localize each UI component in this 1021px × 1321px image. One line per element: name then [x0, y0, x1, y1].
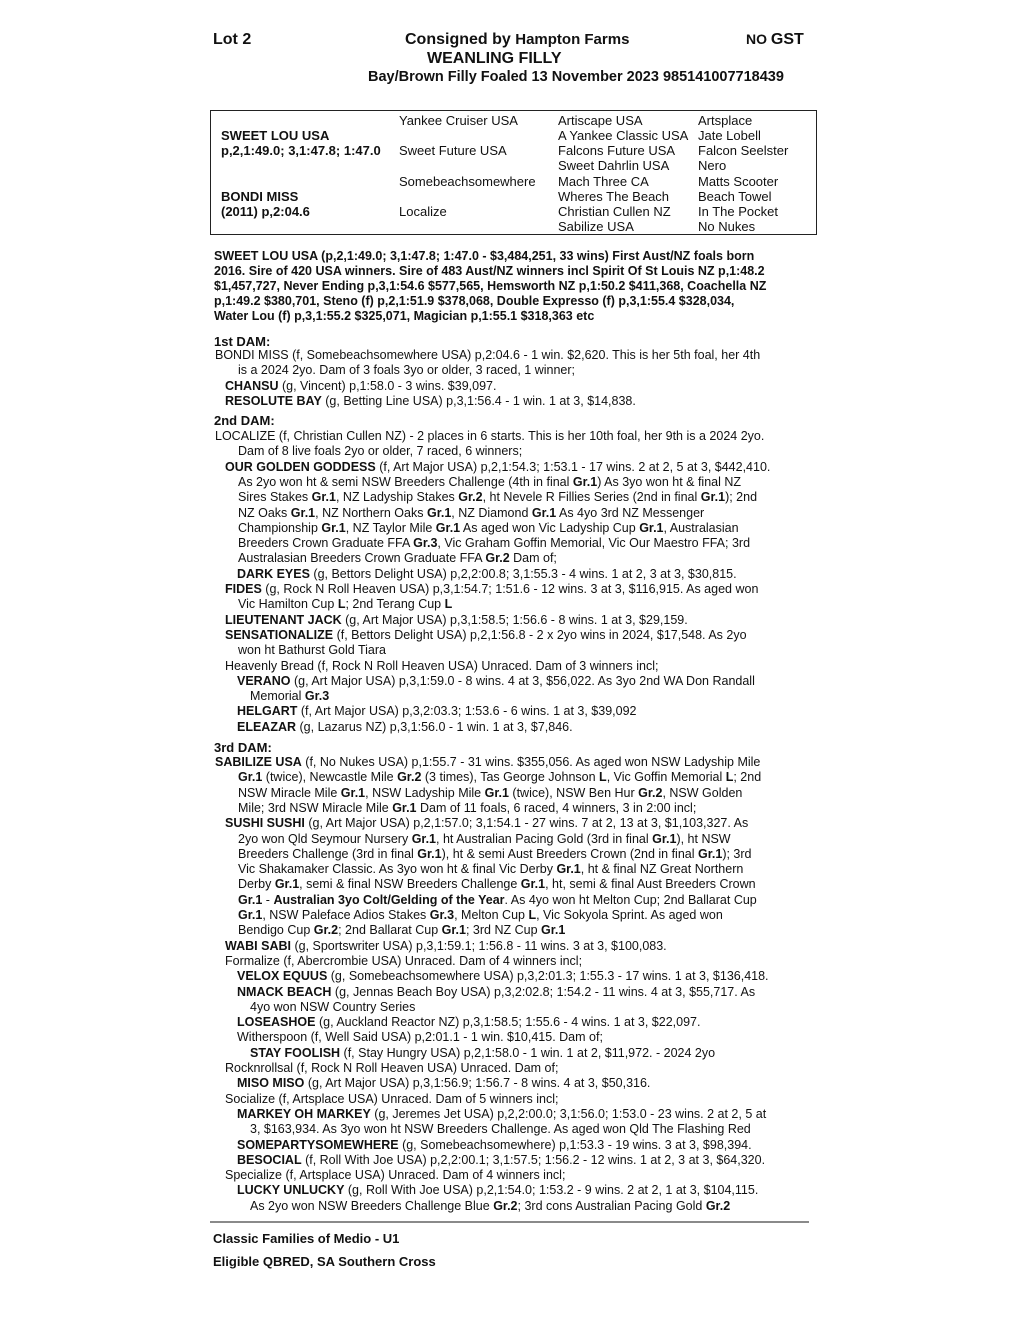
third-dam-line: MARKEY OH MARKEY (g, Jeremes Jet USA) p,2,2:00.0; 3,1:56.0; 1:53.0 - 23 wins. 2 at 2, 5 at [237, 1106, 767, 1121]
third-dam-line: VELOX EQUUS (g, Somebeachsomewhere USA) p,3,2:01.3; 1:55.3 - 17 wins. 1 at 3, $136,418. [237, 969, 769, 984]
second-dam-line: SENSATIONALIZE (f, Bettors Delight USA) p,2,1:56.8 - 2 x 2yo wins in 2024, $17,548. As 2yo [225, 627, 747, 642]
third-dam-line: Gr.1, NSW Paleface Adios Stakes Gr.3, Melton Cup L, Vic Sokyola Sprint. As aged won [238, 908, 723, 922]
sire-summary-line: SWEET LOU USA (p,2,1:49.0; 3,1:47.8; 1:47.0 - $3,484,251, 33 wins) First Aust/NZ foals born [214, 249, 755, 263]
pedigree-g4-4: Nero [698, 158, 727, 173]
footer-divider [210, 1221, 809, 1223]
third-dam-line: As 2yo won NSW Breeders Challenge Blue Gr.2; 3rd cons Australian Pacing Gold Gr.2 [250, 1198, 731, 1213]
third-dam-line: NSW Miracle Mile Gr.1, NSW Ladyship Mile Gr.1 (twice), NSW Ben Hur Gr.2, NSW Golden [238, 785, 743, 800]
second-dam-line: Vic Hamilton Cup L; 2nd Terang Cup L [238, 597, 453, 612]
second-dam-line: Championship Gr.1, NZ Taylor Mile Gr.1 As aged won Vic Ladyship Cup Gr.1, Australasian [238, 520, 739, 535]
pedigree-sire-record: p,2,1:49.0; 3,1:47.8; 1:47.0 [221, 143, 381, 158]
pedigree-g4-2: Jate Lobell [698, 128, 761, 143]
second-dam-line: Australasian Breeders Crown Graduate FFA Gr.2 Dam of; [238, 551, 557, 566]
pedigree-g4-1: Artsplace [698, 113, 753, 128]
second-dam-line: Breeders Crown Graduate FFA Gr.3, Vic Graham Goffin Memorial, Vic Our Maestro FFA; 3rd [238, 536, 751, 551]
pedigree-dam-record: (2011) p,2:04.6 [221, 204, 310, 219]
third-dam-line: WABI SABI (g, Sportswriter USA) p,3,1:59.1; 1:56.8 - 11 wins. 3 at 3, $100,083. [225, 938, 667, 953]
sire-summary-line: $1,457,727, Never Ending p,3,1:54.6 $577,565, Hemsworth NZ p,1:50.2 $411,368, Coachella NZ [214, 279, 767, 293]
third-dam-line: Formalize (f, Abercrombie USA) Unraced. Dam of 4 winners incl; [225, 953, 583, 968]
pedigree-g4-6: Beach Towel [698, 189, 772, 204]
pedigree-dam: BONDI MISS [221, 189, 299, 204]
consignor-name: Hampton Farms [515, 31, 630, 48]
second-dam-line: DARK EYES (g, Bettors Delight USA) p,2,2:00.8; 3,1:55.3 - 4 wins. 1 at 2, 3 at 3, $30,815. [237, 566, 737, 581]
pedigree-g3-7: Christian Cullen NZ [558, 204, 671, 219]
pedigree-g3-1: Artiscape USA [558, 113, 643, 128]
pedigree-table [210, 110, 817, 235]
pedigree-g3-8: Sabilize USA [558, 219, 634, 234]
third-dam-line: MISO MISO (g, Art Major USA) p,3,1:56.9; 1:56.7 - 8 wins. 4 at 3, $50,316. [237, 1076, 651, 1091]
second-dam-line: NZ Oaks Gr.1, NZ Northern Oaks Gr.1, NZ Diamond Gr.1 As 4yo 3rd NZ Messenger [238, 505, 705, 520]
pedigree-g4-8: No Nukes [698, 219, 756, 234]
no-label: NO [746, 31, 767, 47]
pedigree-grandsire: Yankee Cruiser USA [399, 113, 518, 128]
gst-label: GST [770, 31, 804, 48]
third-dam-line: STAY FOOLISH (f, Stay Hungry USA) p,2,1:58.0 - 1 win. 1 at 2, $11,972. - 2024 2yo [250, 1045, 716, 1060]
family-note: Classic Families of Medio - U1 [213, 1231, 400, 1246]
third-dam-line: Derby Gr.1, semi & final NSW Breeders Challenge Gr.1, ht, semi & final Aust Breeders Crown [238, 877, 756, 892]
second-dam-line: Memorial Gr.3 [250, 689, 330, 704]
third-dam-line: Gr.1 (twice), Newcastle Mile Gr.2 (3 times), Tas George Johnson L, Vic Goffin Memorial L; 2nd [238, 770, 762, 785]
second-dam-line: Sires Stakes Gr.1, NZ Ladyship Stakes Gr.2, ht Nevele R Fillies Series (2nd in final Gr.1); 2nd [238, 490, 758, 505]
third-dam-line: SUSHI SUSHI (g, Art Major USA) p,2,1:57.0; 3,1:54.1 - 27 wins. 7 at 2, 13 at 3, $1,103,327. As [225, 816, 749, 831]
second-dam-line: As 2yo won ht & semi NSW Breeders Challenge (4th in final Gr.1) As 3yo won ht & final NZ [238, 474, 742, 489]
lot-number: Lot 2 [213, 31, 252, 48]
consigned-by-label: Consigned by [405, 31, 511, 48]
third-dam-line: Vic Shakamaker Classic. As 3yo won ht & final Vic Derby Gr.1, ht & final NZ Great Northern [238, 862, 744, 877]
pedigree-sire: SWEET LOU USA [221, 128, 330, 143]
second-dam-line: Heavenly Bread (f, Rock N Roll Heaven USA) Unraced. Dam of 3 winners incl; [225, 658, 659, 673]
third-dam-line: Mile; 3rd NSW Miracle Mile Gr.1 Dam of 11 foals, 6 raced, 4 winners, 3 in 2:00 incl; [238, 800, 697, 815]
second-dam-line: won ht Bathurst Gold Tiara [238, 643, 386, 658]
pedigree-g3-6: Wheres The Beach [558, 189, 670, 204]
first-dam-line: CHANSU (g, Vincent) p,1:58.0 - 3 wins. $39,097. [225, 378, 497, 393]
third-dam-heading: 3rd DAM: [214, 740, 272, 755]
sire-summary-line: 2016. Sire of 420 USA winners. Sire of 483 Aust/NZ winners incl Spirit Of St Louis NZ p,1:48.2 [214, 264, 765, 278]
third-dam-line: Witherspoon (f, Well Said USA) p,2:01.1 - 1 win. $10,415. Dam of; [237, 1030, 603, 1045]
first-dam-heading: 1st DAM: [214, 334, 271, 349]
second-dam-line: LIEUTENANT JACK (g, Art Major USA) p,3,1:58.5; 1:56.6 - 8 wins. 1 at 3, $29,159. [225, 612, 688, 627]
sire-summary-line: p,1:49.2 $380,701, Steno (f) p,2,1:51.9 $378,068, Double Expresso (f) p,3,1:55.4 $328,034, [214, 294, 735, 308]
consignor-line [405, 31, 629, 49]
pedigree-g4-5: Matts Scooter [698, 174, 779, 189]
third-dam-line: Bendigo Cup Gr.2; 2nd Ballarat Cup Gr.1; 3rd NZ Cup Gr.1 [238, 923, 566, 938]
first-dam-line: BONDI MISS (f, Somebeachsomewhere USA) p,2:04.6 - 1 win. $2,620. This is her 5th foal, her 4th [215, 348, 761, 362]
third-dam-line: NMACK BEACH (g, Jennas Beach Boy USA) p,3,2:02.8; 1:54.2 - 11 wins. 4 at 3, $55,717. As [237, 984, 756, 999]
foaling-details: Bay/Brown Filly Foaled 13 November 2023 985141007718439 [368, 69, 784, 85]
third-dam-line: Breeders Challenge (3rd in final Gr.1), ht & semi Aust Breeders Crown (2nd in final Gr.1); 3rd [238, 846, 752, 861]
gst-status [746, 31, 804, 49]
first-dam-line: is a 2024 2yo. Dam of 3 foals 3yo or older, 3 raced, 1 winner; [238, 363, 575, 378]
pedigree-g4-7: In The Pocket [698, 204, 778, 219]
second-dam-line: OUR GOLDEN GODDESS (f, Art Major USA) p,2,1:54.3; 1:53.1 - 17 wins. 2 at 2, 5 at 3, $442,410. [225, 459, 771, 474]
first-dam-line: RESOLUTE BAY (g, Betting Line USA) p,3,1:56.4 - 1 win. 1 at 3, $14,838. [225, 393, 636, 408]
pedigree-granddam: Sweet Future USA [399, 143, 507, 158]
eligibility-note: Eligible QBRED, SA Southern Cross [213, 1254, 436, 1269]
second-dam-line: VERANO (g, Art Major USA) p,3,1:59.0 - 8 wins. 4 at 3, $56,022. As 3yo 2nd WA Don Randall [237, 673, 755, 688]
third-dam-line: 3, $163,934. As 3yo won ht NSW Breeders Challenge. As aged won Qld The Flashing Red [250, 1122, 751, 1137]
third-dam-line: LOSEASHOE (g, Auckland Reactor NZ) p,3,1:58.5; 1:55.6 - 4 wins. 1 at 3, $22,097. [237, 1015, 701, 1030]
pedigree-g3-2: A Yankee Classic USA [558, 128, 689, 143]
third-dam-line: Specialize (f, Artsplace USA) Unraced. Dam of 4 winners incl; [225, 1168, 566, 1183]
third-dam-line: 2yo won Qld Seymour Nursery Gr.1, ht Australian Pacing Gold (3rd in final Gr.1), ht NSW [238, 831, 731, 846]
third-dam-line: Rocknrollsal (f, Rock N Roll Heaven USA) Unraced. Dam of; [225, 1061, 559, 1075]
third-dam-line: LUCKY UNLUCKY (g, Roll With Joe USA) p,2,1:54.0; 1:53.2 - 9 wins. 2 at 2, 1 at 3, $104,115. [237, 1183, 759, 1198]
second-dam-line: LOCALIZE (f, Christian Cullen NZ) - 2 places in 6 starts. This is her 10th foal, her 9th is a 2024 2yo. [215, 429, 765, 443]
third-dam-line: BESOCIAL (f, Roll With Joe USA) p,2,2:00.1; 3,1:57.5; 1:56.2 - 12 wins. 1 at 2, 3 at 3, $64,320. [237, 1152, 766, 1167]
third-dam-line: SOMEPARTYSOMEWHERE (g, Somebeachsomewhere) p,1:53.3 - 19 wins. 3 at 3, $98,394. [237, 1137, 752, 1152]
pedigree-g4-3: Falcon Seelster [698, 143, 789, 158]
third-dam-line: SABILIZE USA (f, No Nukes USA) p,1:55.7 - 31 wins. $355,056. As aged won NSW Ladyship Mile [215, 755, 761, 769]
third-dam-line: 4yo won NSW Country Series [250, 999, 416, 1014]
pedigree-damsire: Somebeachsomewhere [399, 174, 536, 189]
pedigree-g3-4: Sweet Dahrlin USA [558, 158, 670, 173]
second-dam-line: ELEAZAR (g, Lazarus NZ) p,3,1:56.0 - 1 win. 1 at 3, $7,846. [237, 719, 573, 734]
pedigree-g3-3: Falcons Future USA [558, 143, 676, 158]
pedigree-g3-5: Mach Three CA [558, 174, 649, 189]
second-dam-line: HELGART (f, Art Major USA) p,3,2:03.3; 1:53.6 - 6 wins. 1 at 3, $39,092 [237, 704, 637, 719]
third-dam-line: Socialize (f, Artsplace USA) Unraced. Dam of 5 winners incl; [225, 1091, 559, 1106]
third-dam-line: Gr.1 - Australian 3yo Colt/Gelding of the Year. As 4yo won ht Melton Cup; 2nd Ballarat Cup [238, 892, 757, 907]
pedigree-second-dam: Localize [399, 204, 447, 219]
second-dam-line: Dam of 8 live foals 2yo or older, 7 raced, 6 winners; [238, 444, 523, 459]
sex-heading: WEANLING FILLY [427, 50, 562, 67]
second-dam-line: FIDES (g, Rock N Roll Heaven USA) p,3,1:54.7; 1:51.6 - 12 wins. 3 at 3, $116,915. As aged won [225, 582, 759, 596]
sire-summary-line: Water Lou (f) p,3,1:55.2 $325,071, Magician p,1:55.1 $318,363 etc [214, 309, 595, 323]
second-dam-heading: 2nd DAM: [214, 413, 275, 428]
